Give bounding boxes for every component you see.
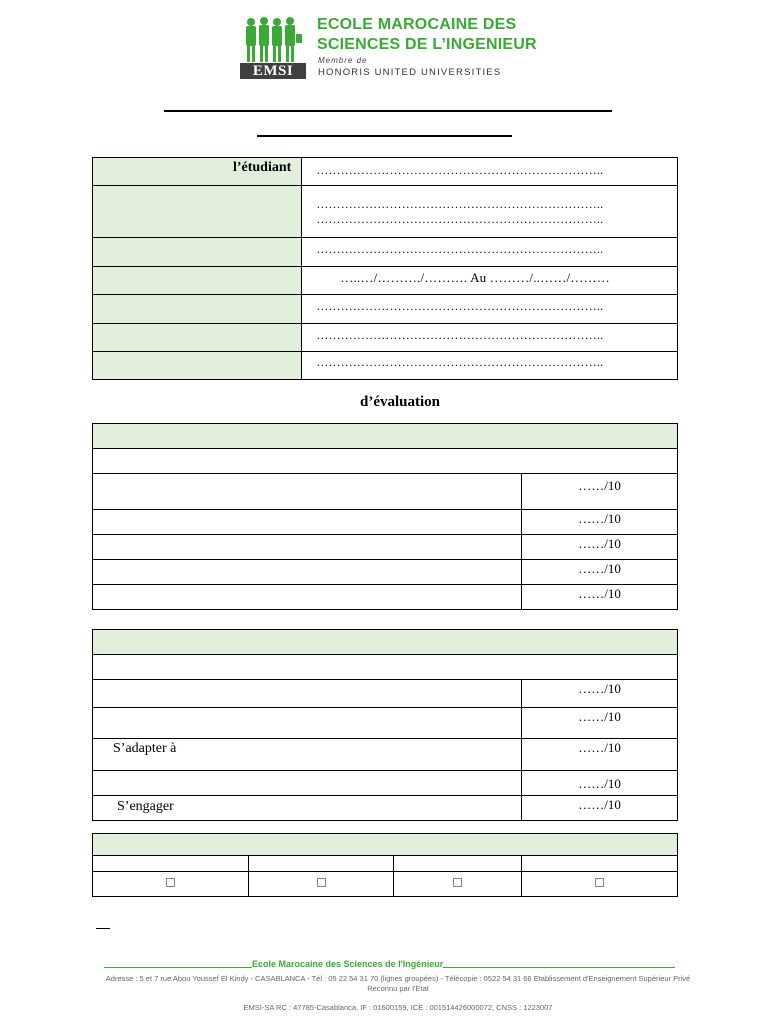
section1-score-3[interactable]: ……/10: [578, 536, 621, 551]
section2-score-1[interactable]: ……/10: [578, 681, 621, 696]
section1-subheader: [93, 449, 678, 474]
section2-score-5[interactable]: ……/10: [578, 797, 621, 812]
student-label: l’étudiant: [232, 160, 292, 175]
student-info-table: [92, 157, 678, 380]
info-label-cell-5: [93, 295, 302, 324]
section1-criterion-3: [93, 535, 522, 560]
option-label-1: [93, 856, 249, 872]
footer-school-name: Ecole Marocaine des Sciences de l'Ingénieur: [252, 959, 444, 969]
info-label-cell-6: [93, 324, 302, 352]
option-checkbox-1[interactable]: [166, 878, 175, 887]
footer-rule-right: [443, 967, 675, 968]
member-text: Membre de: [318, 56, 368, 65]
student-name-field[interactable]: ……………………………………………………………..: [316, 163, 604, 177]
evaluation-section-2: [92, 629, 678, 821]
section2-criterion-1: [93, 680, 522, 708]
section1-criterion-4: [93, 560, 522, 585]
section2-criterion-2: [93, 708, 522, 739]
section1-score-5[interactable]: ……/10: [578, 586, 621, 601]
period-field[interactable]: …..…/………./………. Au ………/..……/………: [340, 270, 610, 285]
section2-criterion-4: [93, 771, 522, 796]
option-label-2: [248, 856, 394, 872]
info-field-3[interactable]: ……………………………………………………………..: [316, 242, 604, 256]
school-logo: [240, 14, 540, 80]
section1-score-1[interactable]: ……/10: [578, 478, 621, 493]
section1-criterion-2: [93, 510, 522, 535]
section1-score-2[interactable]: ……/10: [578, 511, 621, 526]
section3-header: [93, 834, 678, 856]
section2-criterion-3: S’adapter à: [93, 739, 522, 771]
section2-score-3[interactable]: ……/10: [578, 740, 621, 755]
evaluation-heading: d’évaluation: [360, 394, 441, 410]
section1-criterion-1: [93, 474, 522, 510]
logo-emsi-text: EMSI: [240, 63, 306, 79]
option-label-3: [394, 856, 522, 872]
info-label-cell-4: [93, 267, 302, 295]
info-field-5[interactable]: ……………………………………………………………..: [316, 299, 604, 313]
section1-score-4[interactable]: ……/10: [578, 561, 621, 576]
footer-address-line1: Adresse : 5 et 7 rue Abou Youssef El Kindy - CASABLANCA - Tél : 05 22 54 31 70 (lignes groupées) - Télécopie : 0522 54 31 66 Etablissement d'Enseignement Supérieur Privé: [105, 974, 691, 983]
footer-school-line: [104, 959, 675, 969]
section2-score-4[interactable]: ……/10: [578, 776, 621, 791]
section2-subheader: [93, 655, 678, 680]
school-name-line1: ECOLE MAROCAINE DES: [317, 16, 517, 33]
footer-address-line2: Reconnu par l'Etat: [367, 984, 429, 993]
option-checkbox-3[interactable]: [453, 878, 462, 887]
footer-rule-left: [104, 967, 252, 968]
info-field-2a[interactable]: ……………………………………………………………..: [316, 197, 604, 211]
option-checkbox-4[interactable]: [595, 878, 604, 887]
section1-criterion-5: [93, 585, 522, 610]
section2-criterion-5: S’engager: [93, 796, 522, 821]
info-field-2b[interactable]: ……………………………………………………………..: [316, 212, 604, 226]
option-label-4: [522, 856, 678, 872]
signature-rule: [96, 928, 110, 929]
school-name-line2: SCIENCES DE L’INGENIEUR: [317, 36, 537, 53]
appreciation-section: [92, 833, 678, 897]
honoris-text: HONORIS UNITED UNIVERSITIES: [318, 67, 502, 78]
title-rule-2: [257, 135, 512, 137]
info-label-cell-2: [93, 186, 302, 238]
option-checkbox-2[interactable]: [317, 878, 326, 887]
info-label-cell-3: [93, 238, 302, 267]
section2-header: [93, 630, 678, 655]
students-silhouette-icon: [242, 16, 304, 62]
section1-header: [93, 424, 678, 449]
info-field-7[interactable]: ……………………………………………………………..: [316, 355, 604, 369]
info-field-6[interactable]: ……………………………………………………………..: [316, 328, 604, 342]
evaluation-section-1: [92, 423, 678, 610]
section2-score-2[interactable]: ……/10: [578, 709, 621, 724]
title-rule-1: [164, 110, 612, 112]
info-label-cell-7: [93, 352, 302, 380]
footer-address-line3: EMSI-SA RC : 47785-Casablanca, IF : 01600159, ICE : 001514426000072, CNSS : 1223007: [243, 1003, 553, 1012]
student-label-cell: [93, 158, 302, 186]
